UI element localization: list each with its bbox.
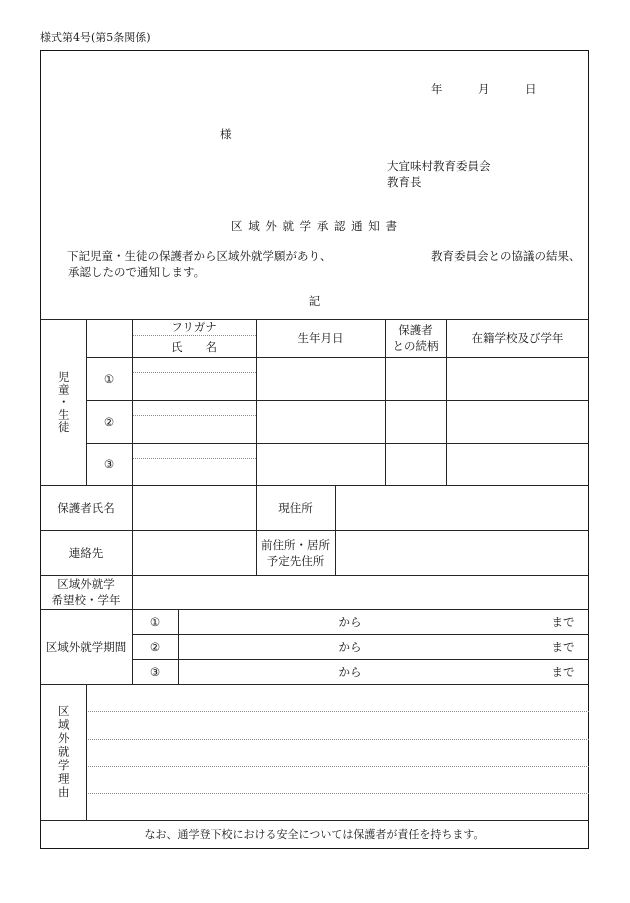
issuer-title: 教育長	[387, 175, 422, 189]
desired-school-label	[40, 575, 132, 609]
furigana-divider	[132, 458, 256, 459]
table-rule	[86, 400, 589, 401]
header-relationship-line2: との続柄	[392, 339, 439, 353]
reason-writing-line	[86, 793, 589, 794]
record-mark: 記	[308, 294, 321, 308]
reason-label: 区域外就学理由	[56, 704, 71, 800]
table-rule	[335, 485, 336, 575]
table-rule	[178, 609, 179, 684]
guardian-name-label: 保護者氏名	[57, 500, 115, 515]
period-label: 区域外就学期間	[45, 639, 127, 654]
document-title: 区 域 外 就 学 承 認 通 知 書	[231, 219, 398, 233]
desired-school-line2: 希望校・学年	[51, 593, 121, 607]
student-row-number: ②	[103, 414, 115, 429]
addressee-suffix: 様	[220, 127, 232, 141]
body-line1-part1: 下記児童・生徒の保護者から区域外就学願があり、	[67, 249, 332, 263]
student-row-number: ③	[103, 457, 115, 471]
footer-note: なお、通学登下校における安全については保護者が責任を持ちます。	[144, 827, 485, 841]
furigana-divider	[132, 372, 256, 373]
period-row-number: ②	[149, 639, 161, 654]
current-address-label: 現住所	[278, 500, 313, 515]
period-from-label: から	[338, 639, 362, 654]
students-group-label: 児童・生徒	[56, 370, 71, 434]
period-to-label: まで	[551, 639, 575, 654]
reason-writing-line	[86, 711, 589, 712]
header-name: 氏 名	[171, 339, 217, 354]
reason-writing-line	[86, 739, 589, 740]
previous-address-label	[256, 530, 335, 575]
period-to-label: まで	[551, 614, 575, 629]
header-relationship-line1: 保護者	[398, 323, 433, 337]
date-month-label: 月	[478, 82, 490, 96]
form-number: 様式第4号(第5条関係)	[40, 31, 151, 44]
period-row-number: ③	[149, 664, 161, 679]
reason-cell	[40, 684, 86, 820]
period-from-label: から	[338, 664, 362, 679]
previous-address-line2: 予定先住所	[266, 553, 325, 568]
student-row-number: ①	[103, 371, 115, 386]
furigana-divider	[132, 415, 256, 416]
date-day-label: 日	[525, 82, 537, 96]
table-rule	[86, 684, 87, 820]
reason-writing-line	[86, 766, 589, 767]
table-rule	[86, 357, 589, 358]
header-birthdate: 生年月日	[297, 331, 344, 345]
header-relationship	[385, 319, 446, 357]
desired-school-line1: 区域外就学	[57, 577, 115, 591]
period-from-label: から	[338, 614, 362, 629]
issuer-organization: 大宜味村教育委員会	[387, 159, 491, 173]
date-year-label: 年	[431, 82, 443, 96]
contact-label: 連絡先	[68, 545, 104, 560]
body-line2: 承認したので通知します。	[68, 265, 206, 279]
previous-address-line1: 前住所・居所	[261, 537, 330, 552]
period-row-number: ①	[149, 614, 161, 629]
table-rule	[40, 684, 589, 685]
header-school-grade: 在籍学校及び学年	[471, 331, 564, 345]
body-line1-part2: 教育委員会との協議の結果、	[431, 249, 581, 263]
header-furigana: フリガナ	[171, 320, 217, 334]
table-rule	[86, 443, 589, 444]
period-to-label: まで	[551, 664, 575, 679]
students-group-cell	[40, 319, 86, 485]
